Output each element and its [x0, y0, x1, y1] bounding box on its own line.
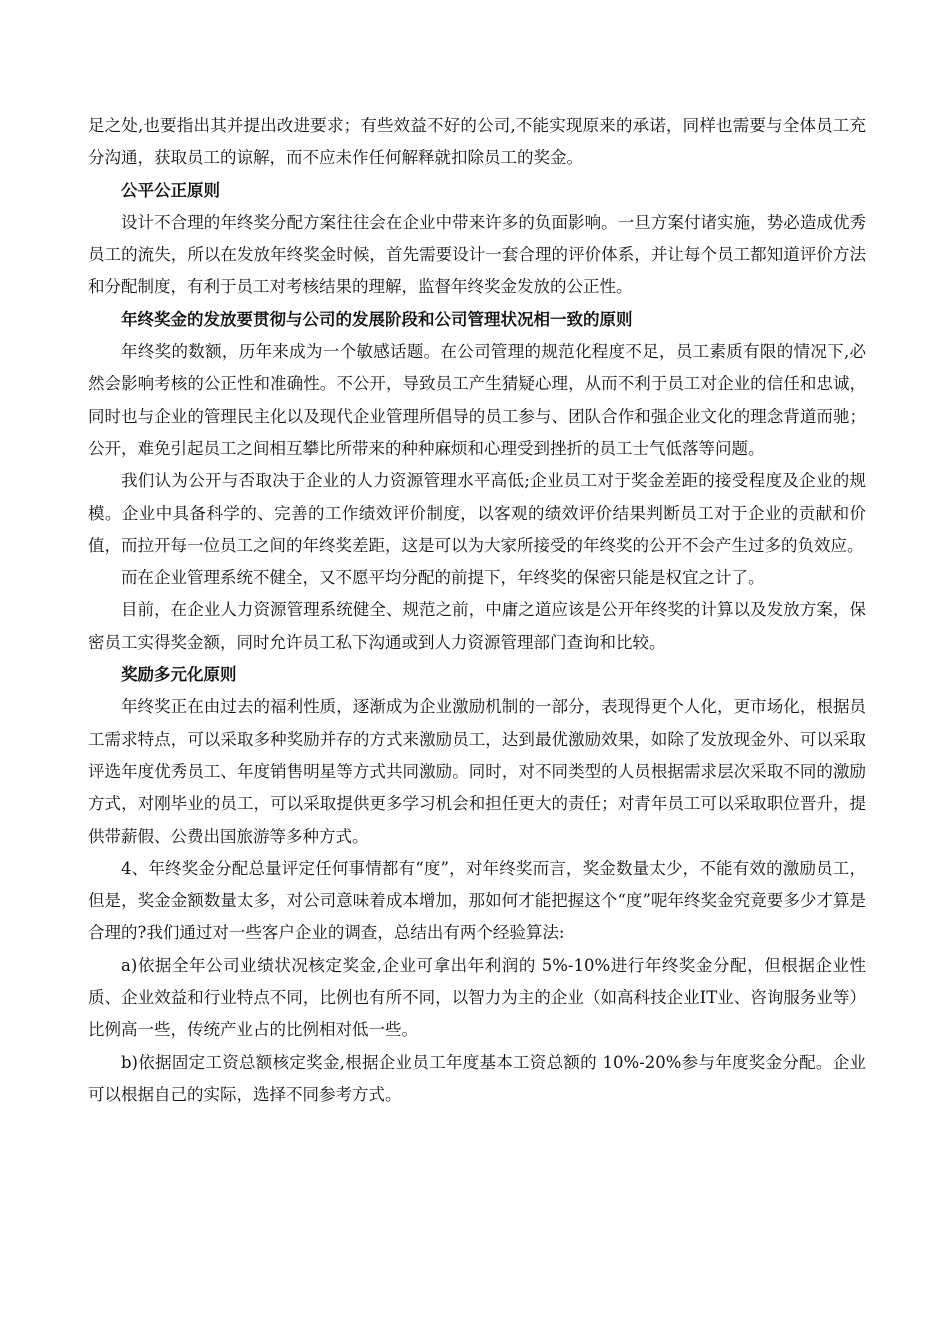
paragraph-middle-way: 目前，在企业人力资源管理系统健全、规范之前，中庸之道应该是公开年终奖的计算以及发放方案，保密员工实得奖金额，同时允许员工私下沟通或到人力资源管理部门查询和比较。 — [88, 600, 866, 652]
paragraph-continuation: 足之处,也要指出其并提出改进要求；有些效益不好的公司,不能实现原来的承诺，同样也需要与全体员工充分沟通，获取员工的谅解，而不应未作任何解释就扣除员工的奖金。 — [88, 116, 866, 168]
document-page — [88, 110, 866, 1111]
paragraph-fairness: 设计不合理的年终奖分配方案往往会在企业中带来许多的负面影响。一旦方案付诸实施，势必造成优秀员工的流失，所以在发放年终奖金时候，首先需要设计一套合理的评价体系，并让每个员工都知道评价方法和分配制度，有利于员工对考核结果的理解，监督年终奖金发放的公正性。 — [88, 212, 866, 297]
paragraph-diversified-rewards: 年终奖正在由过去的福利性质，逐渐成为企业激励机制的一部分，表现得更个人化，更市场化，根据员工需求特点，可以采取多种奖励并存的方式来激励员工，达到最优激励效果，如除了发放现金外、可以采取评选年度优秀员工、年度销售明星等方式共同激励。同时，对不同类型的人员根据需求层次采取不同的激励方式，对刚毕业的员工，可以采取提供更多学习机会和担任更大的责任；对青年员工可以采取职位晋升，提供带薪假、公费出国旅游等多种方式。 — [88, 697, 866, 846]
paragraph-sensitivity: 年终奖的数额，历年来成为一个敏感话题。在公司管理的规范化程度不足，员工素质有限的情况下,必然会影响考核的公正性和准确性。不公开，导致员工产生猜疑心理，从而不利于员工对企业的信任和忠诚，同时也与企业的管理民主化以及现代企业管理所倡导的员工参与、团队合作和强企业文化的理念背道而驰；公开，难免引起员工之间相互攀比所带来的种种麻烦和心理受到挫折的员工士气低落等问题。 — [88, 342, 866, 458]
heading-consistency-principle: 年终奖金的发放要贯彻与公司的发展阶段和公司管理状况相一致的原则 — [121, 309, 633, 329]
paragraph-openness: 我们认为公开与否取决于企业的人力资源管理水平高低;企业员工对于奖金差距的接受程度及企业的规模。企业中具备科学的、完善的工作绩效评价制度，以客观的绩效评价结果判断员工对于企业的贡献和价值，而拉开每一位员工之间的年终奖差距，这是可以为大家所接受的年终奖的公开不会产生过多的负效应。 — [88, 471, 866, 555]
paragraph-method-b: b)依据固定工资总额核定奖金,根据企业员工年度基本工资总额的 10%-20%参与年度奖金分配。企业可以根据自己的实际，选择不同参考方式。 — [88, 1052, 866, 1104]
paragraph-bonus-total: 4、年终奖金分配总量评定任何事情都有“度”，对年终奖而言，奖金数量太少，不能有效的激励员工，但是，奖金金额数量太多，对公司意味着成本增加，那如何才能把握这个“度”呢年终奖金究竟要多少才算是合理的?我们通过对一些客户企业的调查，总结出有两个经验算法: — [88, 858, 866, 943]
paragraph-confidentiality: 而在企业管理系统不健全，又不愿平均分配的前提下，年终奖的保密只能是权宜之计了。 — [121, 568, 765, 588]
heading-fairness-principle: 公平公正原则 — [121, 180, 220, 200]
paragraph-method-a: a)依据全年公司业绩状况核定奖金,企业可拿出年利润的 5%-10%进行年终奖金分配，但根据企业性质、企业效益和行业特点不同，比例也有所不同，以智力为主的企业（如高科技企业IT业、咨询服务业等）比例高一些，传统产业占的比例相对低一些。 — [88, 955, 866, 1040]
heading-diversified-rewards: 奖励多元化原则 — [121, 665, 237, 685]
